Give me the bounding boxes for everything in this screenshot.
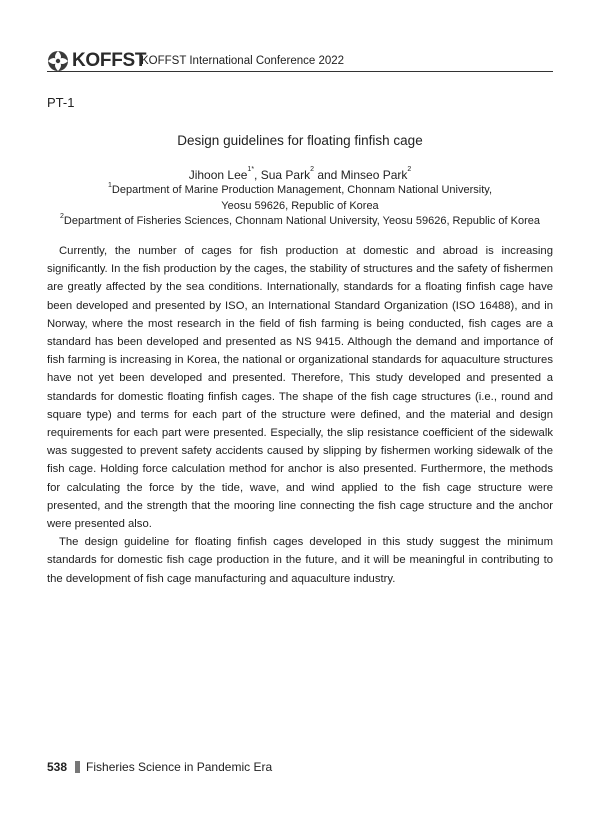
footer-section: Fisheries Science in Pandemic Era <box>86 760 273 774</box>
author-name: Sua Park <box>260 168 311 182</box>
affiliation-text: Department of Fisheries Sciences, Chonnam National University, Yeosu 59626, Republic of Korea <box>63 215 541 227</box>
author-name: Jihoon Lee <box>188 168 248 182</box>
paper-id: PT-1 <box>47 95 75 110</box>
affiliation-text: Department of Marine Production Management, Chonnam National University, <box>111 184 492 196</box>
author-name: Minseo Park <box>340 168 408 182</box>
paper-title: Design guidelines for floating finfish cage <box>177 133 423 148</box>
page-header <box>47 50 553 72</box>
author-separator: , <box>254 168 261 182</box>
affiliation-sup: 1 <box>108 182 112 189</box>
author-list <box>0 168 600 182</box>
author-sup: 2 <box>407 166 412 173</box>
author-sup: 2 <box>310 166 314 173</box>
abstract-paragraph: Currently, the number of cages for fish production at domestic and abroad is increasing significantly. In the fish production by the cages, the stability of structures and the safety of fishermen are greatly affected by the sea conditions. Internationally, standards for a floating finfish cage have been developed and presented by ISO, an International Standard Organization (ISO 16488), and in Norway, where the most research in the field of fish farming is being conducted, fish cages are a standard has been developed and presented as NS 9415. Although the demand and importance of fish farming is increasing in Korea, the national or organizational standards for aquaculture structures have not yet been developed and presented. Therefore, This study developed and presented a standards for domestic floating finfish cages. The shape of the fish cage structures (i.e., round and square type) and terms for each part of the structure were defined, and the material and design requirements for each part were presented. Especially, the slip resistance coefficient of the sidewalk was suggested to prevent safety accidents caused by slipping by fishermen working sidewalk of the fish cage. Holding force calculation method for anchor is also presented. Furthermore, the methods for calculating the force by the tide, wave, and wind applied to the fish cage structure were presented, and the strength that the mooring line connecting the fish cage structure and the anchor were presented also. <box>47 245 553 531</box>
page-number: 538 <box>47 760 68 774</box>
affiliation-1-cont: Yeosu 59626, Republic of Korea <box>221 200 379 212</box>
koffst-logo-icon <box>47 50 69 72</box>
koffst-logo <box>47 50 146 72</box>
affiliation-sup: 2 <box>59 213 64 220</box>
affiliation-2 <box>0 215 600 227</box>
logo-text: KOFFST <box>72 50 147 71</box>
affiliation-1 <box>0 184 600 196</box>
footer-separator <box>75 761 80 773</box>
abstract-paragraph: The design guideline for floating finfish cages developed in this study suggest the minimum standards for domestic fish cage production in the future, and it will be meaningful in contributing to the development of fish cage manufacturing and aquaculture industry. <box>47 536 553 585</box>
page-footer <box>47 760 272 774</box>
conference-name: KOFFST International Conference 2022 <box>141 55 345 67</box>
author-sup: 1* <box>247 166 255 173</box>
abstract-body <box>47 242 553 588</box>
author-separator: and <box>313 168 341 182</box>
header-divider <box>47 71 553 72</box>
